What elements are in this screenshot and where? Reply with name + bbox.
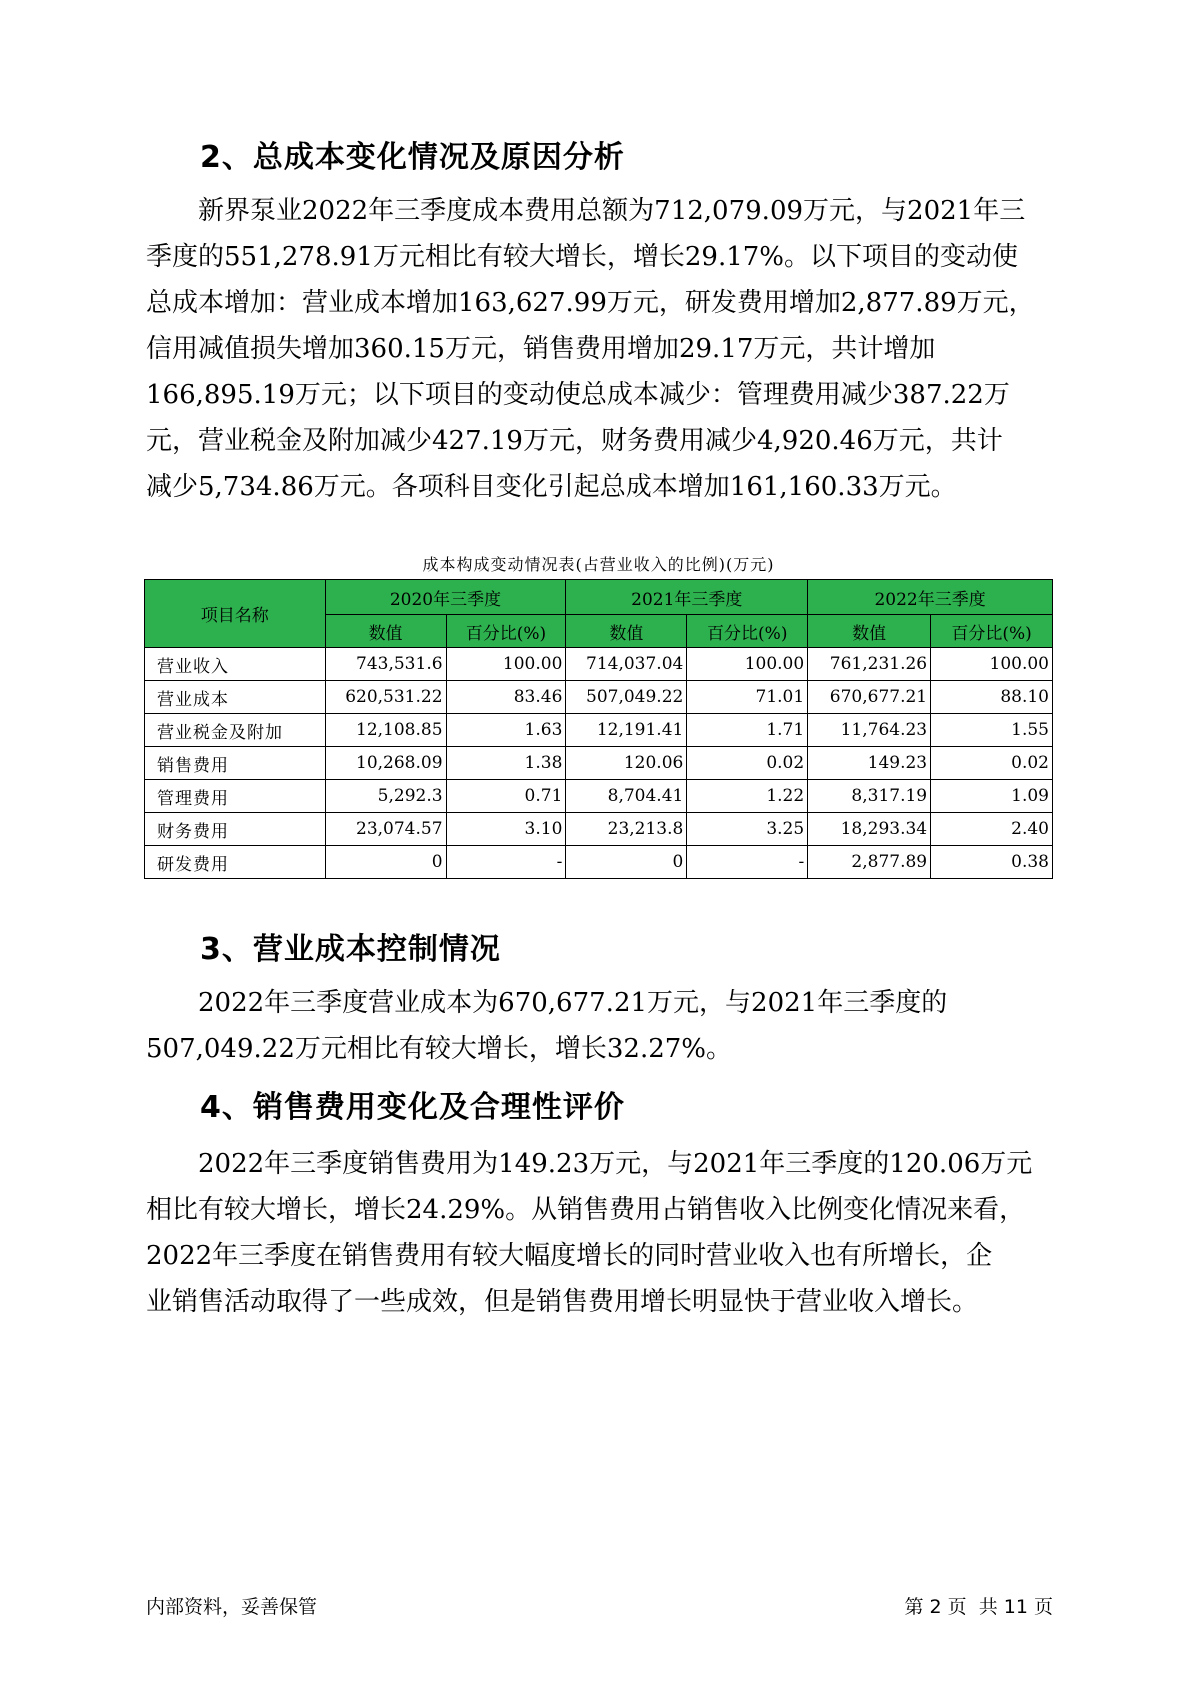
table-row bbox=[145, 714, 1053, 747]
paragraph-line: 元，营业税金及附加减少427.19万元，财务费用减少4,920.46万元，共计 bbox=[146, 426, 1003, 456]
table-cell: 71.01 bbox=[687, 681, 808, 714]
table-cell: 5,292.3 bbox=[325, 780, 446, 813]
section-3-paragraph bbox=[146, 980, 1051, 1072]
period-header: 2021年三季度 bbox=[566, 580, 808, 615]
paragraph-line: 2022年三季度在销售费用有较大幅度增长的同时营业收入也有所增长，企 bbox=[146, 1241, 993, 1271]
row-label: 营业收入 bbox=[145, 648, 326, 681]
table-cell: 12,108.85 bbox=[325, 714, 446, 747]
paragraph-line: 2022年三季度销售费用为149.23万元，与2021年三季度的120.06万元 bbox=[198, 1149, 1033, 1179]
table-cell: 1.55 bbox=[931, 714, 1053, 747]
section-3-heading: 3、营业成本控制情况 bbox=[200, 932, 501, 967]
table-cell: 8,704.41 bbox=[566, 780, 687, 813]
table-cell: 18,293.34 bbox=[808, 813, 931, 846]
paragraph-line: 季度的551,278.91万元相比有较大增长，增长29.17%。以下项目的变动使 bbox=[146, 242, 1019, 272]
value-subheader: 数值 bbox=[325, 615, 446, 648]
table-cell: 88.10 bbox=[931, 681, 1053, 714]
table-cell: 761,231.26 bbox=[808, 648, 931, 681]
footer-confidential-note: 内部资料，妥善保管 bbox=[146, 1596, 318, 1618]
paragraph-line: 新界泵业2022年三季度成本费用总额为712,079.09万元，与2021年三 bbox=[198, 196, 1026, 226]
section-2-paragraph bbox=[146, 188, 1051, 510]
paragraph-line: 信用减值损失增加360.15万元，销售费用增加29.17万元，共计增加 bbox=[146, 334, 936, 364]
paragraph-line: 2022年三季度营业成本为670,677.21万元，与2021年三季度的 bbox=[198, 988, 948, 1018]
paragraph-line: 总成本增加：营业成本增加163,627.99万元，研发费用增加2,877.89万元， bbox=[146, 288, 1035, 318]
table-cell: 714,037.04 bbox=[566, 648, 687, 681]
table-cell: 11,764.23 bbox=[808, 714, 931, 747]
period-header: 2020年三季度 bbox=[325, 580, 566, 615]
table-cell: 8,317.19 bbox=[808, 780, 931, 813]
table-cell: 0 bbox=[566, 846, 687, 879]
table-row bbox=[145, 846, 1053, 879]
row-label: 销售费用 bbox=[145, 747, 326, 780]
table-cell: 3.10 bbox=[446, 813, 566, 846]
table-cell: 1.63 bbox=[446, 714, 566, 747]
table-row bbox=[145, 648, 1053, 681]
row-label: 营业成本 bbox=[145, 681, 326, 714]
table-cell: - bbox=[687, 846, 808, 879]
table-cell: 120.06 bbox=[566, 747, 687, 780]
row-label: 财务费用 bbox=[145, 813, 326, 846]
value-subheader: 数值 bbox=[566, 615, 687, 648]
table-cell: 1.22 bbox=[687, 780, 808, 813]
row-label: 研发费用 bbox=[145, 846, 326, 879]
paragraph-line: 减少5,734.86万元。各项科目变化引起总成本增加161,160.33万元。 bbox=[146, 472, 957, 502]
table-row bbox=[145, 681, 1053, 714]
table-cell: 3.25 bbox=[687, 813, 808, 846]
table-row bbox=[145, 813, 1053, 846]
table-cell: 0.71 bbox=[446, 780, 566, 813]
table-cell: 100.00 bbox=[931, 648, 1053, 681]
table-cell: 10,268.09 bbox=[325, 747, 446, 780]
section-4-heading: 4、销售费用变化及合理性评价 bbox=[200, 1090, 625, 1125]
table-caption: 成本构成变动情况表(占营业收入的比例)(万元) bbox=[422, 555, 775, 574]
table-cell: 0 bbox=[325, 846, 446, 879]
percent-subheader: 百分比(%) bbox=[687, 615, 808, 648]
table-row bbox=[145, 747, 1053, 780]
section-4-paragraph bbox=[146, 1141, 1051, 1325]
table-cell: 2,877.89 bbox=[808, 846, 931, 879]
period-header: 2022年三季度 bbox=[808, 580, 1053, 615]
cost-structure-table bbox=[144, 579, 1053, 879]
table-cell: 507,049.22 bbox=[566, 681, 687, 714]
table-cell: 1.38 bbox=[446, 747, 566, 780]
item-name-header: 项目名称 bbox=[145, 580, 326, 648]
table-cell: 12,191.41 bbox=[566, 714, 687, 747]
section-2-heading: 2、总成本变化情况及原因分析 bbox=[200, 140, 625, 175]
footer-page-number: 第 2 页 共 11 页 bbox=[904, 1596, 1053, 1618]
percent-subheader: 百分比(%) bbox=[446, 615, 566, 648]
row-label: 营业税金及附加 bbox=[145, 714, 326, 747]
paragraph-line: 业销售活动取得了一些成效，但是销售费用增长明显快于营业收入增长。 bbox=[146, 1287, 979, 1317]
row-label: 管理费用 bbox=[145, 780, 326, 813]
value-subheader: 数值 bbox=[808, 615, 931, 648]
table-cell: 23,213.8 bbox=[566, 813, 687, 846]
paragraph-line: 相比有较大增长，增长24.29%。从销售费用占销售收入比例变化情况来看， bbox=[146, 1195, 1026, 1225]
table-cell: 149.23 bbox=[808, 747, 931, 780]
table-cell: 0.02 bbox=[931, 747, 1053, 780]
paragraph-line: 166,895.19万元；以下项目的变动使总成本减少：管理费用减少387.22万 bbox=[146, 380, 1010, 410]
table-cell: 100.00 bbox=[446, 648, 566, 681]
table-cell: 2.40 bbox=[931, 813, 1053, 846]
table-cell: 0.38 bbox=[931, 846, 1053, 879]
table-cell: 1.71 bbox=[687, 714, 808, 747]
table-cell: - bbox=[446, 846, 566, 879]
table-cell: 0.02 bbox=[687, 747, 808, 780]
table-row bbox=[145, 780, 1053, 813]
table-cell: 23,074.57 bbox=[325, 813, 446, 846]
paragraph-line: 507,049.22万元相比有较大增长，增长32.27%。 bbox=[146, 1034, 733, 1064]
table-cell: 743,531.6 bbox=[325, 648, 446, 681]
table-cell: 620,531.22 bbox=[325, 681, 446, 714]
percent-subheader: 百分比(%) bbox=[931, 615, 1053, 648]
table-cell: 100.00 bbox=[687, 648, 808, 681]
table-cell: 83.46 bbox=[446, 681, 566, 714]
table-cell: 1.09 bbox=[931, 780, 1053, 813]
table-cell: 670,677.21 bbox=[808, 681, 931, 714]
